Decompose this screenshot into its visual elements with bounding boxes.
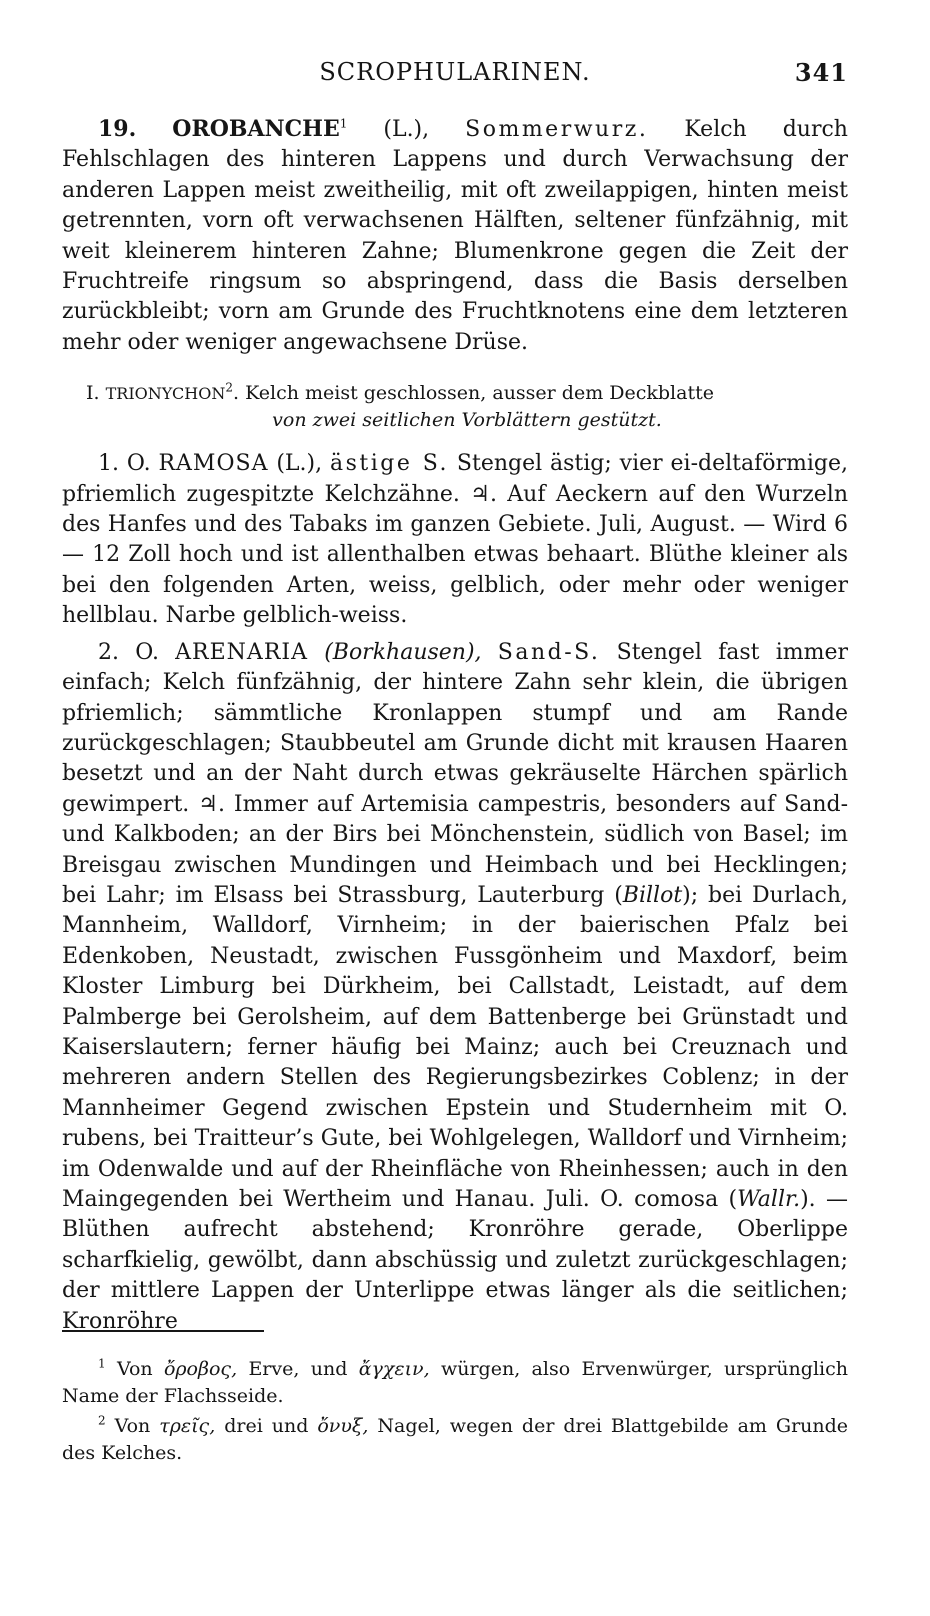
genus-entry — [62, 114, 848, 358]
genus-authority: (L.), — [383, 117, 430, 142]
greek-word: ἄγχειν, — [358, 1358, 430, 1380]
collector-name: Billot — [622, 882, 683, 908]
section-number: I. — [86, 382, 100, 405]
footnote-text: Von — [114, 1415, 151, 1437]
genus-description: Kelch durch Fehlschlagen des hinteren Lappens und durch Verwachsung der anderen Lappen meist zweitheilig, mit oft zweilappigen, hinten meist getrennten, vorn oft verwachsenen Hälften, seltener fünfzähnig, mit weit kleinerem hinteren Zahne; Blumenkrone gegen die Zeit der Fruchtreife ringsum so abspringend, dass die Basis derselben zurückbleibt; vorn am Grunde des Fruchtknotens eine dem letzteren mehr oder weniger angewachsene Drüse. — [62, 117, 848, 355]
footnotes — [62, 1356, 848, 1470]
species-entry-ramosa — [62, 449, 848, 631]
species-number: 2. O. — [98, 639, 159, 665]
species-number: 1. O. — [98, 451, 151, 477]
genus-name: OROBANCHE — [172, 116, 340, 142]
section-heading — [62, 380, 848, 433]
footnote-mark: 1 — [98, 1356, 106, 1371]
species-authority: (Borkhausen), — [324, 639, 482, 665]
footnote-ref-1: 1 — [339, 116, 348, 131]
species-entry-arenaria — [62, 638, 848, 1337]
species-common-name: ästige S. — [329, 451, 450, 477]
species-description: Stengel ästig; vier ei-deltaförmige, pfriemlich zugespitzte Kelchzähne. ♃. Auf Aeckern auf den Wurzeln des Hanfes und des Tabaks im ganzen Gebiete. Juli, August. — Wird 6 — 12 Zoll hoch und ist allenthalben etwas behaart. Blüthe kleiner als bei den folgenden Arten, weiss, gelblich, oder mehr oder weniger hellblau. Narbe gelblich-weiss. — [62, 451, 849, 629]
footnote-text: Von — [116, 1358, 153, 1380]
section-text-italic: von zwei seitlichen Vorblättern gestützt. — [272, 409, 662, 432]
footnote-text: Nagel, wegen der drei Blattgebilde am Grunde des Kelches. — [62, 1415, 849, 1464]
genus-number: 19. — [98, 116, 137, 142]
authority-wallroth: Wallr. — [737, 1187, 801, 1212]
footnote-1 — [62, 1356, 848, 1410]
footnote-text: Erve, und — [248, 1358, 348, 1380]
species-authority: (L.), — [276, 451, 323, 477]
page-number: 341 — [794, 58, 848, 87]
running-header — [62, 58, 848, 94]
greek-word: τρεῖς, — [159, 1415, 216, 1437]
footnote-mark: 2 — [98, 1413, 106, 1428]
running-title: SCROPHULARINEN. — [319, 58, 591, 86]
section-text: . Kelch meist geschlossen, ausser dem Deckblatte — [232, 382, 714, 405]
species-description-cont: ); bei Durlach, Mannheim, Walldorf, Virnheim; in der baierischen Pfalz bei Edenkoben, Neustadt, zwischen Fussgönheim und Maxdorf, beim Kloster Limburg bei Dürkheim, bei Callstadt, Leistadt, auf dem Palmberge bei Gerolsheim, auf dem Battenberge bei Grünstadt und Kaiserslautern; ferner häufig bei Mainz; auch bei Creuznach und mehreren andern Stellen des Regierungsbezirkes Coblenz; in der Mannheimer Gegend zwischen Epstein und Studernheim mit O. rubens, bei Traitteur’s Gute, bei Wohlgelegen, Walldorf und Virnheim; im Odenwalde und auf der Rheinfläche von Rheinhessen; auch in den Maingegenden bei Wertheim und Hanau. Juli. O. comosa ( — [62, 882, 848, 1212]
footnote-ref-2: 2 — [225, 380, 233, 395]
main-text — [62, 114, 848, 1343]
greek-word: ὄροβος, — [163, 1358, 238, 1380]
section-name: TRIONYCHON — [105, 384, 226, 404]
species-name: ARENARIA — [175, 639, 308, 665]
footnote-2 — [62, 1413, 848, 1467]
footnote-text: würgen, also Ervenwürger, ursprünglich Name der Flachsseide. — [62, 1358, 848, 1407]
genus-common-name: Sommerwurz. — [465, 117, 649, 142]
footnote-text: drei und — [224, 1415, 309, 1437]
species-name: RAMOSA — [158, 451, 269, 477]
species-description-end: ). — Blüthen aufrecht abstehend; Kronröhre gerade, Oberlippe scharfkielig, gewölbt, dann abschüssig und zuletzt zurückgeschlagen; der mittlere Lappen der Unterlippe etwas länger als die seitlichen; Kronröhre — [62, 1187, 848, 1334]
greek-word: ὄνυξ, — [317, 1415, 369, 1437]
species-common-name: Sand-S. — [497, 639, 601, 665]
footnote-rule — [62, 1330, 264, 1332]
species-description: Stengel fast immer einfach; Kelch fünfzähnig, der hintere Zahn sehr klein, die übrigen pfriemlich; sämmtliche Kronlappen stumpf und am Rande zurückgeschlagen; Staubbeutel am Grunde dicht mit krausen Haaren besetzt und an der Naht durch etwas gekräuselte Härchen spärlich gewimpert. ♃. Immer auf Artemisia campestris, besonders auf Sand- und Kalkboden; an der Birs bei Mönchenstein, südlich von Basel; im Breisgau zwischen Mundingen und Heimbach und bei Hecklingen; bei Lahr; im Elsass bei Strassburg, Lauterburg ( — [62, 639, 848, 908]
